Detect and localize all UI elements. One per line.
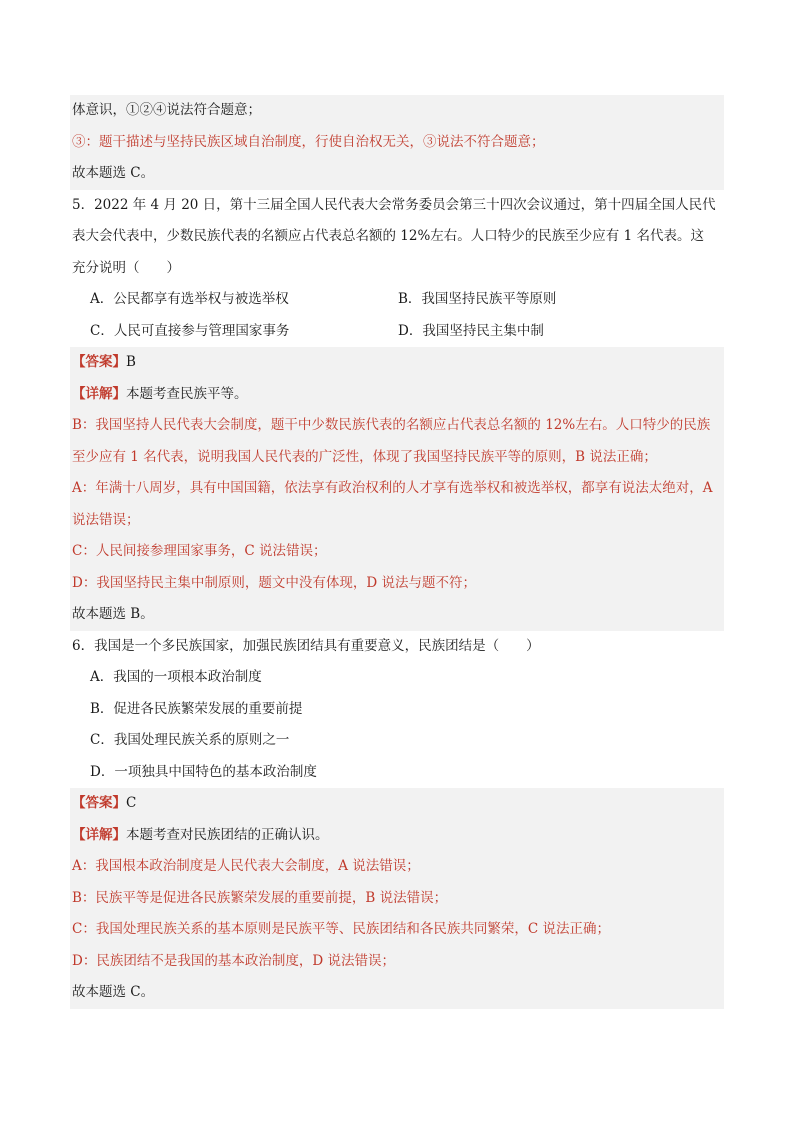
answer-conclusion: 故本题选 C。 bbox=[72, 984, 155, 1000]
explanation-line: B：民族平等是促进各民族繁荣发展的重要前提，B 说法错误； bbox=[72, 889, 448, 906]
option-c: C．我国处理民族关系的原则之一 bbox=[90, 732, 290, 748]
question-stem-line: 6．我国是一个多民族国家，加强民族团结具有重要意义，民族团结是（ ） bbox=[72, 637, 540, 654]
question-stem-line: 表大会代表中，少数民族代表的名额应占代表总名额的 12%左右。人口特少的民族至少应有 1 名代表。这 bbox=[72, 228, 704, 244]
explanation-line: C：我国处理民族关系的基本原则是民族平等、民族团结和各民族共同繁荣，C 说法正确； bbox=[72, 921, 610, 937]
answer-line bbox=[70, 347, 724, 379]
detail-intro: 本题考查对民族团结的正确认识。 bbox=[126, 826, 329, 843]
question-6 bbox=[70, 631, 724, 789]
question-5 bbox=[70, 190, 724, 348]
prev-answer-block bbox=[70, 95, 724, 190]
prev-answer-line: 体意识，①②④说法符合题意； bbox=[72, 102, 261, 118]
answer-value: C bbox=[126, 795, 137, 811]
option-c: C．人民可直接参与管理国家事务 bbox=[90, 322, 290, 339]
answer-line bbox=[70, 788, 724, 820]
answer-tag: 【答案】 bbox=[72, 354, 126, 370]
option-b: B．促进各民族繁荣发展的重要前提 bbox=[90, 700, 303, 717]
question-stem-line: 充分说明（ ） bbox=[72, 259, 180, 276]
explanation-line: B：我国坚持人民代表大会制度，题干中少数民族代表的名额应占代表总名额的 12%左右。人口特少的民族 bbox=[72, 417, 711, 433]
explanation-line: A：年满十八周岁，具有中国国籍，依法享有政治权利的人才享有选举权和被选举权，都享有说法太绝对，A bbox=[72, 480, 713, 496]
explanation-line: C：人民间接参理国家事务，C 说法错误； bbox=[72, 543, 327, 559]
explanation-line: D：我国坚持民主集中制原则，题文中没有体现，D 说法与题不符； bbox=[72, 574, 476, 591]
answer-block-6 bbox=[70, 788, 724, 1009]
option-d: D．我国坚持民主集中制 bbox=[398, 322, 544, 339]
prev-answer-line: ③：题干描述与坚持民族区域自治制度，行使自治权无关，③说法不符合题意； bbox=[72, 133, 545, 150]
explanation-line: A：我国根本政治制度是人民代表大会制度，A 说法错误； bbox=[72, 858, 420, 874]
explanation-line: D：民族团结不是我国的基本政治制度，D 说法错误； bbox=[72, 952, 395, 969]
answer-conclusion: 故本题选 B。 bbox=[72, 606, 154, 622]
detail-line bbox=[70, 820, 724, 852]
document-page bbox=[70, 95, 724, 1009]
explanation-line: 至少应有 1 名代表，说明我国人民代表的广泛性，体现了我国坚持民族平等的原则，B 说法正确； bbox=[72, 448, 657, 465]
option-d: D．一项独具中国特色的基本政治制度 bbox=[90, 763, 317, 780]
answer-block-5 bbox=[70, 347, 724, 631]
option-row bbox=[70, 316, 724, 348]
answer-value: B bbox=[126, 354, 136, 370]
prev-answer-conclusion: 故本题选 C。 bbox=[72, 165, 155, 181]
answer-tag: 【答案】 bbox=[72, 795, 126, 811]
detail-intro: 本题考查民族平等。 bbox=[126, 385, 248, 402]
option-a: A．公民都享有选举权与被选举权 bbox=[90, 291, 289, 307]
question-stem-line: 5．2022 年 4 月 20 日，第十三届全国人民代表大会常务委员会第三十四次会议通过，第十四届全国人民代 bbox=[72, 196, 716, 213]
explanation-line: 说法错误； bbox=[72, 511, 140, 528]
detail-tag: 【详解】 bbox=[72, 385, 126, 402]
option-a: A．我国的一项根本政治制度 bbox=[90, 669, 262, 685]
detail-tag: 【详解】 bbox=[72, 826, 126, 843]
detail-line bbox=[70, 379, 724, 411]
option-b: B．我国坚持民族平等原则 bbox=[398, 291, 557, 307]
option-row bbox=[70, 284, 724, 316]
